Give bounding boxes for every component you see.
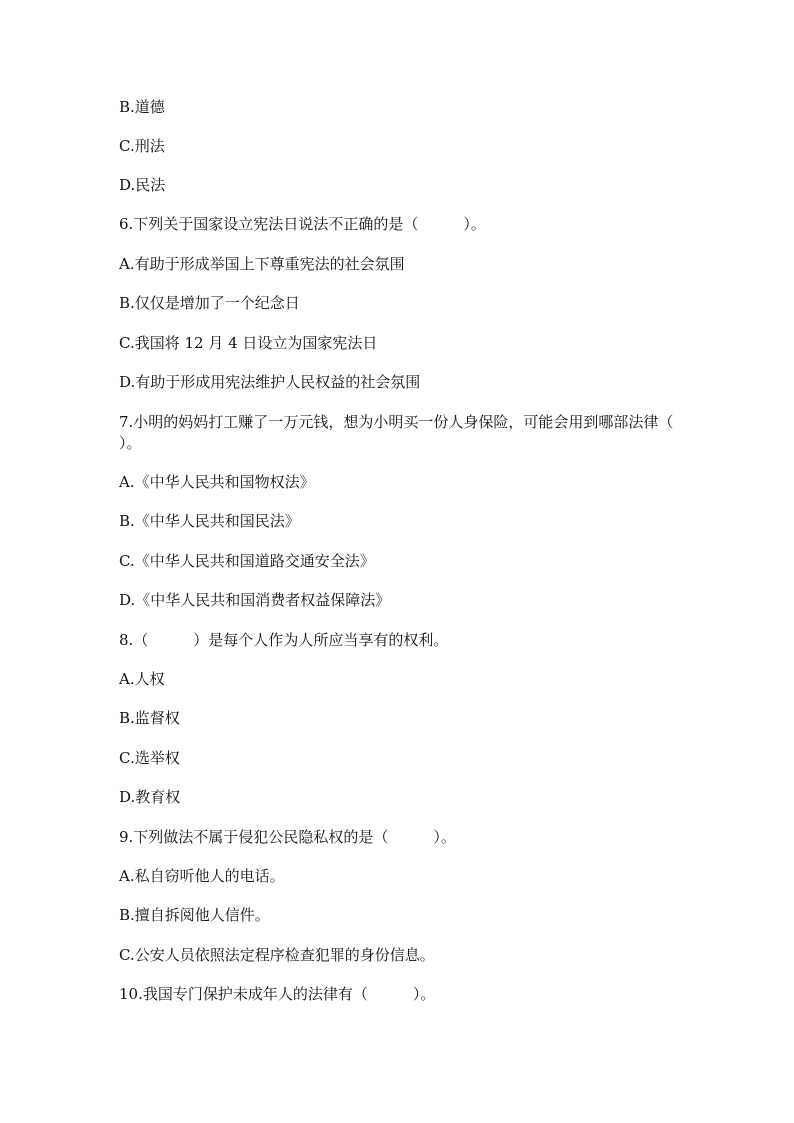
question-6: 6.下列关于国家设立宪法日说法不正确的是（ ）。 [119,215,486,233]
option-q9-c: C.公安人员依照法定程序检查犯罪的身份信息。 [119,946,435,964]
option-q5-d: D.民法 [119,176,166,194]
option-q7-c: C.《中华人民共和国道路交通安全法》 [119,552,375,570]
question-10: 10.我国专门保护未成年人的法律有（ ）。 [119,985,436,1003]
question-7: 7.小明的妈妈打工赚了一万元钱，想为小明买一份人身保险，可能会用到哪部法律（ ）。 [119,413,719,452]
option-q5-c: C.刑法 [119,137,165,155]
option-q9-a: A.私自窃听他人的电话。 [119,867,285,885]
option-q6-d: D.有助于形成用宪法维护人民权益的社会氛围 [119,373,421,391]
option-q6-b: B.仅仅是增加了一个纪念日 [119,294,300,312]
option-q6-c: C.我国将 12 月 4 日设立为国家宪法日 [119,334,378,352]
option-q5-b: B.道德 [119,98,165,116]
question-8: 8.（ ）是每个人作为人所应当享有的权利。 [119,631,449,649]
option-q8-d: D.教育权 [119,788,181,806]
option-q8-b: B.监督权 [119,709,180,727]
option-q9-b: B.擅自拆阅他人信件。 [119,906,270,924]
question-9: 9.下列做法不属于侵犯公民隐私权的是（ ）。 [119,828,456,846]
option-q8-a: A.人权 [119,670,165,688]
option-q8-c: C.选举权 [119,749,180,767]
option-q7-d: D.《中华人民共和国消费者权益保障法》 [119,591,391,609]
option-q7-a: A.《中华人民共和国物权法》 [119,473,315,491]
option-q7-b: B.《中华人民共和国民法》 [119,512,300,530]
option-q6-a: A.有助于形成举国上下尊重宪法的社会氛围 [119,255,405,273]
